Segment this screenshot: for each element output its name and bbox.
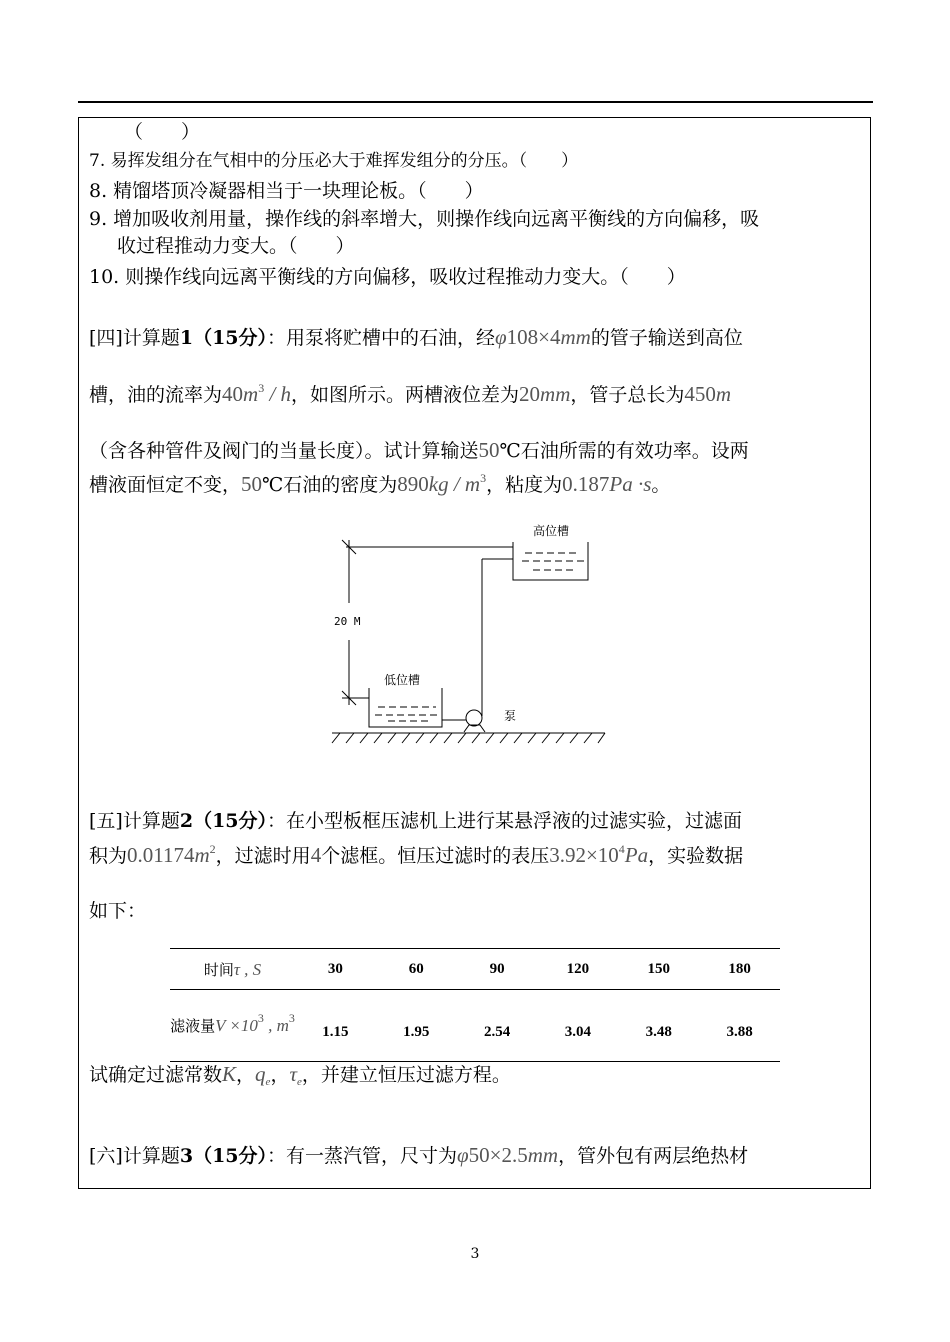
pump-label: 泵 [504,709,517,723]
volume-header: 滤液量$V \times 10^3$ , $m^3$ [170,990,295,1062]
problem-4-line4: 槽液面恒定不变，50℃石油的密度为$890kg / m^3$，粘度为0.187Pa ·s。 [89,471,671,496]
time-cell: 120 [537,949,618,990]
volume-cell: 3.04 [537,990,618,1062]
problem-5-line3: 如下： [89,900,147,922]
pump-system-diagram [328,520,608,750]
problem-4-line1: [四]计算题1（15分）：用泵将贮槽中的石油，经φ108×4mm的管子输送到高位 [89,325,743,349]
volume-cell: 2.54 [457,990,538,1062]
time-cell: 60 [376,949,457,990]
volume-cell: 1.95 [376,990,457,1062]
table-row-volume [170,990,780,1062]
header-rule [78,101,873,103]
time-header: 时间τ , S [170,949,295,990]
question-9-line1: 9. 增加吸收剂用量，操作线的斜率增大，则操作线向远离平衡线的方向偏移，吸 [89,208,760,230]
pump-circle [466,710,482,726]
time-cell: 30 [295,949,376,990]
time-cell: 180 [699,949,780,990]
volume-cell: 3.88 [699,990,780,1062]
problem-4-line2: 槽，油的流率为$40m^3$ / h，如图所示。两槽液位差为20mm，管子总长为450m [89,381,732,406]
high-tank-label: 高位槽 [533,524,570,538]
diagram-drawing [328,520,608,750]
height-label: 20 M [334,615,361,628]
volume-cell: 3.48 [618,990,699,1062]
question-7: 7. 易挥发组分在气相中的分压必大于难挥发组分的分压。（ ） [89,151,579,171]
problem-4-line3: （含各种管件及阀门的当量长度）。试计算输送50℃石油所需的有效功率。设两 [89,438,749,462]
problem-6-line1: [六]计算题3（15分）：有一蒸汽管，尺寸为φ50×2.5mm，管外包有两层绝热材 [89,1143,749,1167]
question-8: 8. 精馏塔顶冷凝器相当于一块理论板。（ ） [89,180,484,202]
time-cell: 90 [457,949,538,990]
problem-5-conclusion: 试确定过滤常数K，$q_e$，$\tau_e$，并建立恒压过滤方程。 [89,1062,511,1088]
ground-hatching [332,733,605,743]
volume-cell: 1.15 [295,990,376,1062]
low-tank-label: 低位槽 [384,673,421,687]
problem-5-line1: [五]计算题2（15分）：在小型板框压滤机上进行某悬浮液的过滤实验，过滤面 [89,810,743,832]
filtration-data-table [170,948,780,1062]
q6-answer-tail: （ ） [124,121,201,143]
problem-5-line2: 积为$0.01174m^2$，过滤时用4个滤框。恒压过滤时的表压$3.92\times 10^4Pa$，实验数据 [89,842,744,867]
question-10: 10. 则操作线向远离平衡线的方向偏移，吸收过程推动力变大。（ ） [89,266,686,288]
page-number: 3 [470,1246,480,1262]
table-row-time [170,949,780,990]
time-cell: 150 [618,949,699,990]
question-9-line2: 收过程推动力变大。（ ） [117,235,355,257]
